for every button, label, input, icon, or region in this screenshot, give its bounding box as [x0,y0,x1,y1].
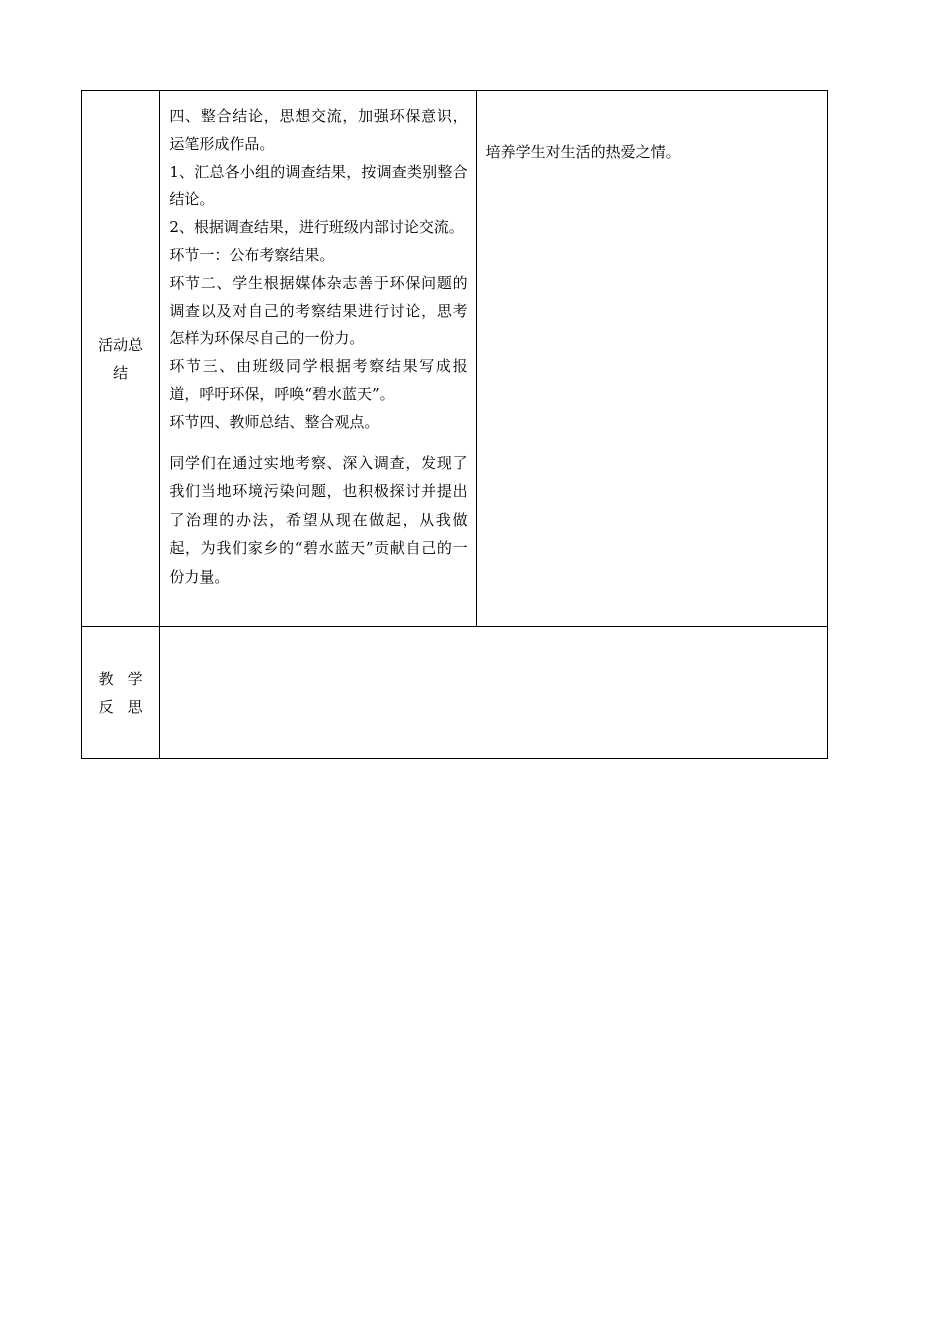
lesson-plan-table [81,90,828,759]
reflection-label-line-2: 反思 [98,697,157,716]
content-line-conclusion: 四、整合结论，思想交流，加强环保意识，运笔形成作品。 [169,107,468,153]
activity-content-cell [160,91,476,627]
reflection-label-cell [82,627,160,759]
content-line-phase-2: 环节二、学生根据媒体杂志善于环保问题的调查以及对自己的考察结果进行讨论，思考怎样为环保尽自己的一份力。 [169,273,468,348]
content-line-step-2: 2、根据调查结果，进行班级内部讨论交流。 [169,218,464,237]
teaching-reflection-row [82,627,828,759]
reflection-content-cell [160,627,828,759]
activity-label-cell [82,91,160,627]
content-line-phase-3: 环节三、由班级同学根据考察结果写成报道，呼吁环保，呼唤“碧水蓝天”。 [169,357,468,403]
reflection-label-line-1: 教学 [98,669,157,688]
activity-goal-text: 培养学生对生活的热爱之情。 [485,143,681,161]
content-line-phase-4: 环节四、教师总结、整合观点。 [169,412,380,431]
content-line-phase-1: 环节一：公布考察结果。 [169,245,335,264]
content-summary: 同学们在通过实地考察、深入调查，发现了我们当地环境污染问题，也积极探讨并提出了治理的办法，希望从现在做起，从我做起，为我们家乡的“碧水蓝天”贡献自己的一份力量。 [169,453,468,586]
content-line-step-1: 1、汇总各小组的调查结果，按调查类别整合结论。 [169,162,468,209]
activity-summary-row [82,91,828,627]
activity-goal-cell [476,91,827,627]
activity-label: 活动总结 [98,335,144,382]
